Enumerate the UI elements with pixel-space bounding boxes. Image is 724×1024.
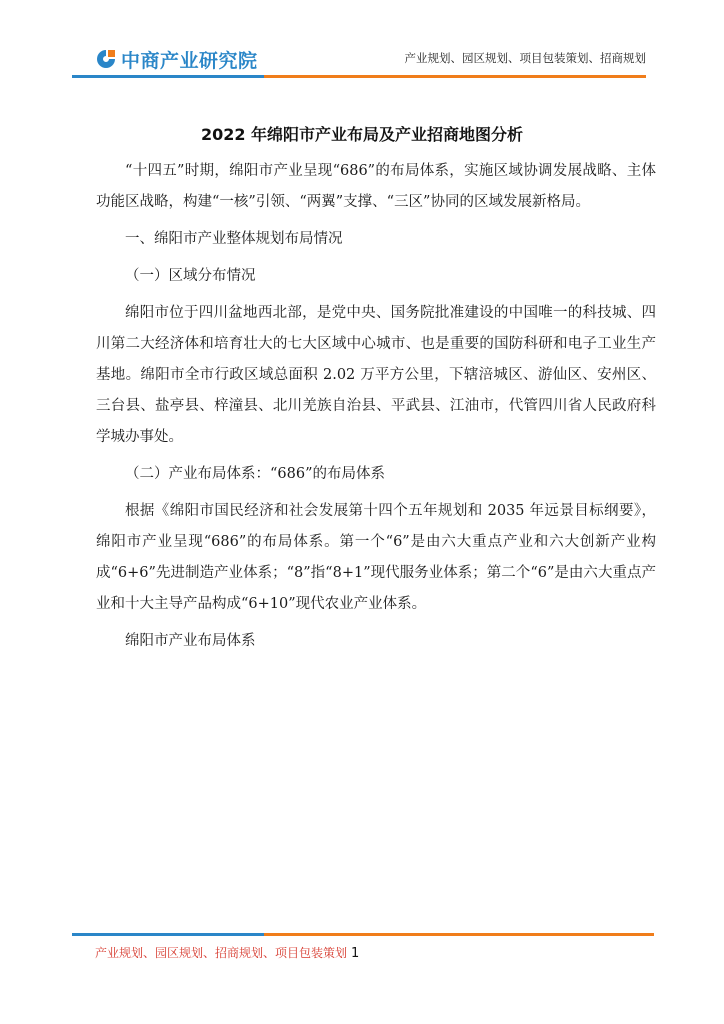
header-divider-blue bbox=[72, 75, 264, 78]
footer-tagline-text: 产业规划、园区规划、招商规划、项目包装策划 bbox=[95, 946, 348, 960]
region-paragraph: 绵阳市位于四川盆地西北部，是党中央、国务院批准建设的中国唯一的科技城、四川第二大经济体和培育壮大的七大区域中心城市、也是重要的国防科研和电子工业生产基地。绵阳市全市行政区域总面积 2.02 万平方公里，下辖涪城区、游仙区、安州区、三台县、盐亭县、梓潼县、北川羌族自治县、平武县、江油市，代管四川省人民政府科学城办事处。 bbox=[96, 305, 656, 445]
company-logo bbox=[95, 44, 258, 74]
page-number: 1 bbox=[351, 946, 360, 961]
logo-mark-icon bbox=[95, 48, 117, 70]
figure-caption: 绵阳市产业布局体系 bbox=[125, 633, 256, 649]
layout-paragraph: 根据《绵阳市国民经济和社会发展第十四个五年规划和 2035 年远景目标纲要》，绵阳市产业呈现“686”的布局体系。第一个“6”是由六大重点产业和六大创新产业构成“6+6”先进制造产业体系；“8”指“8+1”现代服务业体系；第二个“6”是由六大重点产业和十大主导产品构成“6+10”现代农业产业体系。 bbox=[96, 503, 656, 612]
footer-tagline bbox=[95, 944, 359, 961]
footer-divider-orange bbox=[264, 933, 654, 936]
document-body bbox=[96, 156, 656, 657]
section-heading-1: 一、绵阳市产业整体规划布局情况 bbox=[125, 231, 343, 247]
header-tagline: 产业规划、园区规划、项目包装策划、招商规划 bbox=[404, 51, 646, 65]
subsection-heading-2: （二）产业布局体系：“686”的布局体系 bbox=[125, 466, 386, 482]
header-divider-orange bbox=[264, 75, 646, 78]
intro-paragraph: “十四五”时期，绵阳市产业呈现“686”的布局体系，实施区域协调发展战略、主体功能区战略，构建“一核”引领、“两翼”支撑、“三区”协同的区域发展新格局。 bbox=[96, 163, 656, 210]
document-title: 2022 年绵阳市产业布局及产业招商地图分析 bbox=[200, 125, 524, 144]
logo-text: 中商产业研究院 bbox=[121, 49, 258, 72]
page-header bbox=[0, 0, 724, 90]
subsection-heading-1: （一）区域分布情况 bbox=[125, 268, 256, 284]
footer-divider-blue bbox=[72, 933, 264, 936]
